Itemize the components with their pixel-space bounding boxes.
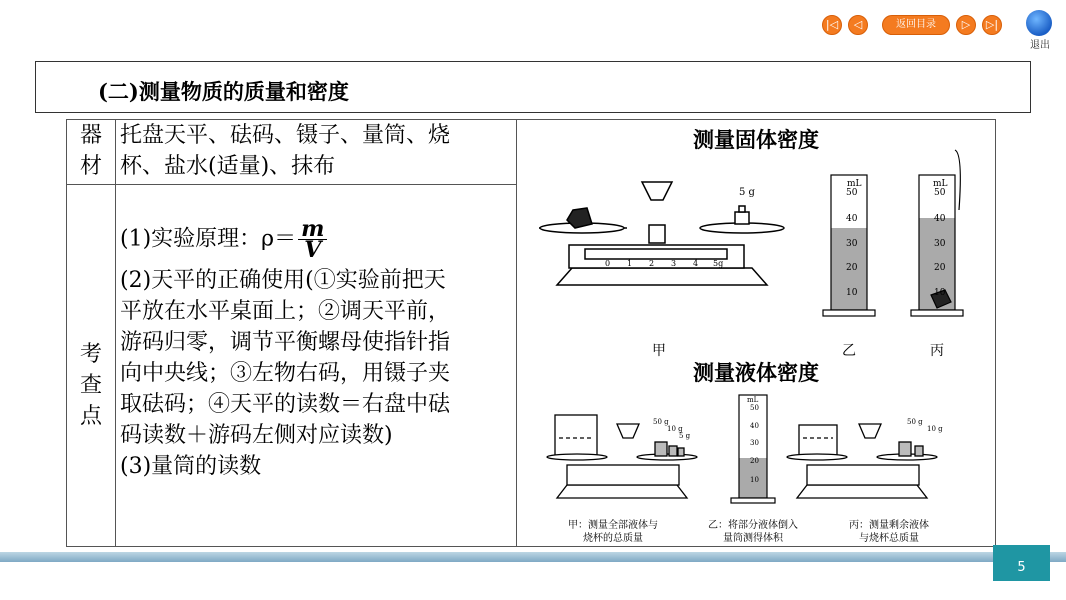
tick-label: 20 [846, 263, 858, 273]
equipment-text-cell [116, 120, 517, 185]
label-char: 查 [79, 373, 102, 399]
caption-line: 丙：测量剩余液体 [849, 520, 929, 531]
ml-label: mL [933, 179, 948, 189]
liquid-weights-a [653, 418, 691, 440]
tick-label: 50 [846, 188, 858, 198]
exit-icon[interactable] [1026, 10, 1052, 36]
tick-label: 40 [846, 214, 858, 224]
exit-label[interactable]: 退出 [1030, 40, 1050, 51]
footer-bar [0, 552, 1066, 562]
liquid-balance-bing [787, 424, 937, 498]
tick-label: 50 [750, 404, 759, 412]
key-points-text-cell [116, 185, 517, 547]
scale-num: 4 [693, 259, 699, 268]
text-line: 托盘天平、砝码、镊子、量筒、烧 [120, 123, 451, 148]
tick-label: 40 [934, 214, 946, 224]
scale-num: 2 [649, 259, 655, 268]
return-toc-button[interactable]: 返回目录 [882, 15, 950, 35]
caption-line: 乙：将部分液体倒入 [708, 520, 798, 531]
tick-label: 40 [750, 422, 759, 430]
prev-page-button[interactable]: ◁ [848, 15, 868, 35]
label-jia: 甲 [652, 343, 666, 359]
tick-label: 10 [934, 288, 946, 298]
text-line: 平放在水平桌面上；②调天平前， [120, 299, 451, 325]
solid-density-title: 测量固体密度 [693, 127, 819, 152]
caption-line: 甲：测量全部液体与 [568, 520, 658, 531]
weight-5g-label: 5 g [739, 187, 755, 198]
experiment-figure [517, 120, 995, 546]
caption-line: 烧杯的总质量 [583, 533, 643, 544]
last-page-button[interactable]: ▷| [982, 15, 1002, 35]
weight-label: 10 g [927, 425, 943, 433]
scale-num: 3 [671, 259, 677, 268]
text-line: 向中央线；③左物右码，用镊子夹 [120, 361, 451, 387]
nav-bar [822, 10, 1052, 50]
tick-label: 50 [934, 188, 946, 198]
first-page-button[interactable]: |◁ [822, 15, 842, 35]
density-fraction [298, 216, 327, 264]
next-page-button[interactable]: ▷ [956, 15, 976, 35]
fraction-denominator: V [304, 237, 322, 264]
text-line: (2)天平的正确使用(①实验前把天 [120, 268, 446, 294]
tick-label: 30 [750, 439, 759, 447]
section-title: (二)测量物质的质量和密度 [98, 79, 349, 104]
ml-label: mL [747, 396, 759, 404]
ml-label: mL [847, 179, 862, 189]
tick-label: 10 [846, 288, 858, 298]
label-char: 点 [79, 404, 102, 430]
text-line: (3)量筒的读数 [120, 454, 262, 480]
content-table [66, 119, 996, 547]
text-line: 取砝码；④天平的读数＝右盘中砝 [120, 392, 451, 418]
tick-label: 30 [846, 239, 858, 249]
weight-label: 10 g [667, 425, 683, 433]
weight-label: 50 g [653, 418, 669, 426]
scale-num: 0 [605, 259, 611, 268]
key-points-label-cell [67, 185, 116, 547]
liquid-density-title: 测量液体密度 [693, 360, 819, 385]
liquid-weights-b [907, 418, 943, 433]
text-line: 游码归零，调节平衡螺母使指针指 [120, 330, 451, 356]
tick-label: 20 [750, 457, 759, 465]
principle-line [120, 216, 516, 265]
label-char: 考 [79, 342, 102, 368]
figure-cell [517, 120, 996, 547]
tick-label: 20 [934, 263, 946, 273]
fraction-numerator: m [298, 219, 327, 240]
scale-num: 5g [713, 259, 724, 268]
liquid-captions [568, 518, 929, 544]
section-title-box [35, 61, 1031, 113]
scale-num: 1 [627, 259, 633, 268]
tick-label: 30 [934, 239, 946, 249]
label-bing: 丙 [930, 343, 944, 359]
principle-prefix: (1)实验原理：ρ＝ [120, 226, 297, 252]
equipment-label-cell [67, 120, 116, 185]
weight-label: 50 g [907, 418, 923, 426]
label-char: 材 [79, 154, 102, 179]
label-char: 器 [79, 123, 102, 148]
label-yi: 乙 [842, 343, 856, 359]
text-line: 杯、盐水(适量)、抹布 [120, 154, 336, 179]
page-number: 5 [993, 545, 1050, 581]
caption-line: 量筒测得体积 [723, 533, 783, 544]
caption-line: 与烧杯总质量 [859, 533, 919, 544]
text-line: 码读数＋游码左侧对应读数) [120, 423, 393, 449]
weight-label: 5 g [679, 432, 691, 440]
tick-label: 10 [750, 476, 759, 484]
